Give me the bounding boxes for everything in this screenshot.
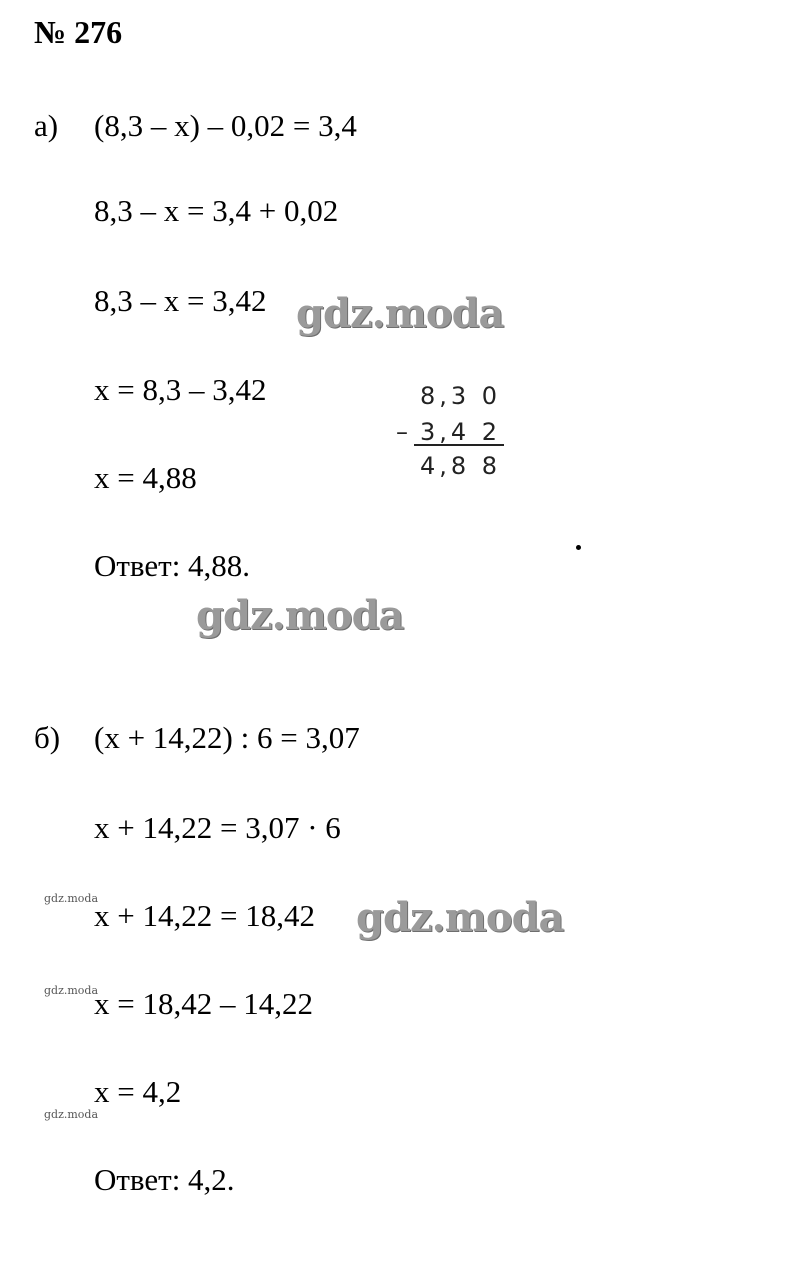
column-subtraction	[396, 382, 526, 492]
part-a-line-2: 8,3 – x = 3,4 + 0,02	[94, 193, 339, 228]
watermark-logo: gdz.moda	[296, 290, 504, 337]
part-a-line-5: x = 4,88	[94, 460, 197, 495]
watermark-logo: gdz.moda	[356, 894, 564, 941]
part-a-label: а)	[34, 108, 59, 143]
part-b-answer: Ответ: 4,2.	[94, 1162, 235, 1197]
part-b-line-5: x = 4,2	[94, 1074, 182, 1109]
part-a-line-1: (8,3 – x) – 0,02 = 3,4	[94, 108, 357, 143]
part-a-line-3: 8,3 – x = 3,42	[94, 283, 267, 318]
part-b-line-3: x + 14,22 = 18,42	[94, 898, 315, 933]
watermark-logo: gdz.moda	[196, 592, 404, 639]
part-a-line-4: x = 8,3 – 3,42	[94, 372, 267, 407]
column-minuend: 8,3 0	[420, 382, 502, 410]
part-b-line-2: x + 14,22 = 3,07 · 6	[94, 810, 341, 845]
part-b-line-1: (x + 14,22) : 6 = 3,07	[94, 720, 360, 755]
stray-dot	[576, 545, 581, 550]
column-result: 4,8 8	[420, 452, 502, 480]
problem-number: № 276	[34, 14, 123, 50]
part-b-label: б)	[34, 720, 61, 755]
watermark-small: gdz.moda	[44, 1108, 99, 1121]
part-a-answer: Ответ: 4,88.	[94, 548, 251, 583]
watermark-small: gdz.moda	[44, 892, 99, 905]
column-operator: –	[396, 418, 412, 446]
part-b-line-4: x = 18,42 – 14,22	[94, 986, 313, 1021]
column-subtrahend: 3,4 2	[420, 418, 502, 446]
watermark-small: gdz.moda	[44, 984, 99, 997]
column-rule	[414, 444, 504, 446]
